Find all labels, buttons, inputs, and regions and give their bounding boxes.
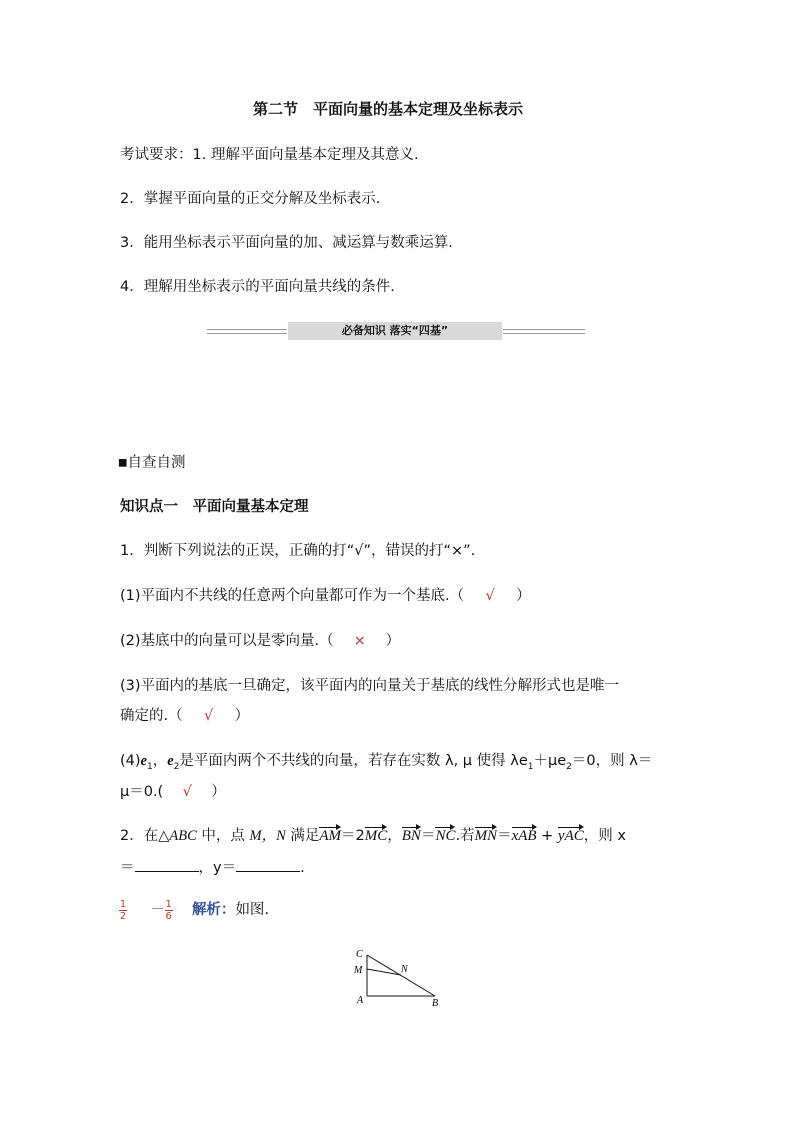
label-B: B (432, 998, 439, 1009)
q1-statement-3-line2: 确定的.（ √ ） (120, 708, 250, 724)
answer-blank-x (135, 857, 199, 872)
label-M: M (354, 965, 363, 976)
answer-fraction-y: $\frac{1}{6}$ (165, 898, 172, 922)
q1-statement-4-line2: μ＝0.( √ ） (120, 784, 226, 800)
q1-statement-3-line1: (3)平面内的基底一旦确定，该平面内的向量关于基底的线性分解形式也是唯一 (120, 678, 620, 694)
q1-stem: 1．判断下列说法的正误，正确的打“√”，错误的打“×”. (120, 543, 476, 559)
knowledge-point-heading: 知识点一 平面向量基本定理 (120, 499, 309, 515)
requirement-4: 4．理解用坐标表示的平面向量共线的条件. (120, 279, 395, 295)
label-N: N (401, 964, 408, 975)
answer-mark-4: √ (182, 784, 192, 800)
answer-fraction-x: $\frac{1}{2}$ (119, 898, 127, 922)
banner-right-rule (503, 329, 585, 334)
answer-mark-1: √ (485, 588, 495, 604)
answer-mark-3: √ (203, 708, 214, 724)
self-check-heading: ■自查自测 (118, 455, 186, 471)
requirement-2: 2．掌握平面向量的正交分解及坐标表示. (120, 191, 381, 207)
requirement-3: 3．能用坐标表示平面向量的加、减运算与数乘运算. (120, 235, 453, 251)
label-A: A (357, 995, 364, 1006)
q2-stem-line1: 2．在△ABC 中，点 M，N 满足AM＝2MC，BN＝NC.若MN＝xAB + yAC，则 x (120, 828, 626, 844)
answer-mark-2: × (353, 633, 366, 649)
page-title: 第二节 平面向量的基本定理及坐标表示 (253, 100, 524, 118)
label-C: C (356, 949, 363, 960)
section-banner: 必备知识 落实“四基” (288, 322, 502, 340)
edge-CB (367, 955, 435, 996)
q1-statement-4-line1: $(4)e_1$，$e_2$是平面内两个不共线的向量，若存在实数 λ, μ 使得 $\lambda e_1+\mu e_2=0$，则 λ＝ (120, 753, 653, 772)
answer-line: $\frac{1}{2}$ － $\frac{1}{6}$ 解析：如图. (119, 898, 270, 922)
requirement-1: 考试要求：1. 理解平面向量基本定理及其意义. (120, 147, 419, 163)
q1-statement-2: (2)基底中的向量可以是零向量.（ × ） (120, 633, 401, 649)
triangle-figure (345, 945, 455, 1015)
banner-left-rule (207, 329, 287, 334)
answer-blank-y (236, 857, 300, 872)
q2-stem-line2: ＝ ，y＝ . (120, 856, 305, 877)
analysis-label: 解析： (191, 902, 236, 918)
q1-statement-1: (1)平面内不共线的任意两个向量都可作为一个基底.（ √ ） (120, 588, 531, 604)
